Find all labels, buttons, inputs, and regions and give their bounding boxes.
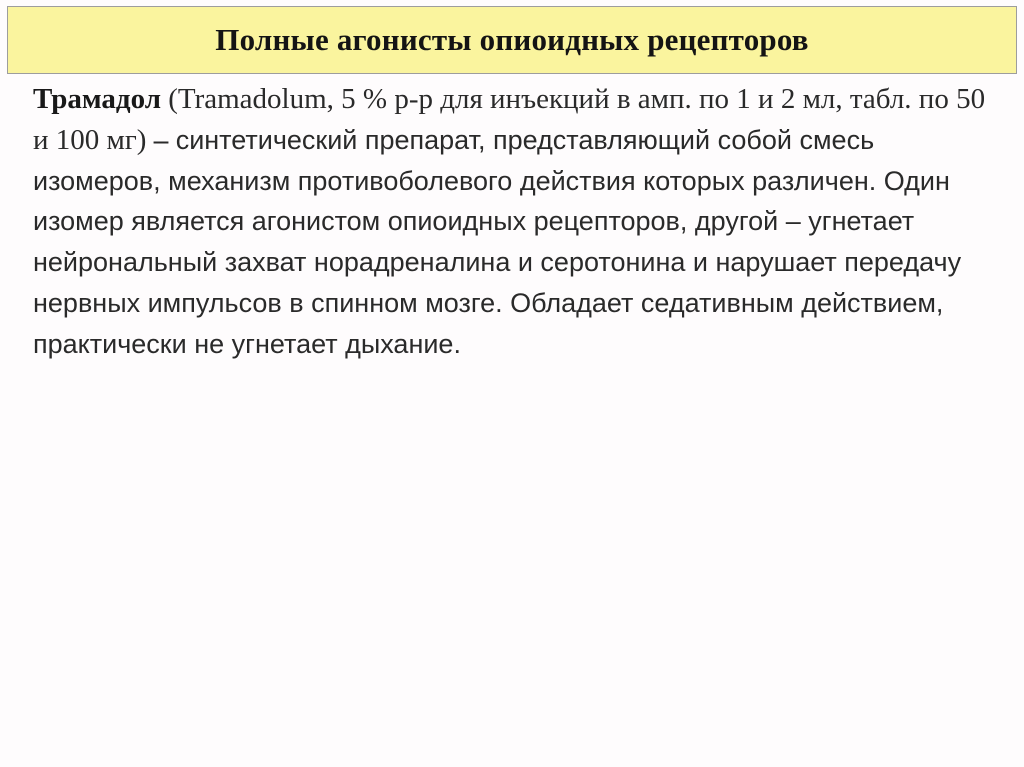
drug-description: синтетический препарат, представляющий собой смесь изомеров, механизм противоболевого действия которых различен. Один изомер является агонистом опиоидных рецепторов, другой – угнетает нейрональный захват норадреналина и серотонина и нарушает передачу нервных импульсов в спинном мозге. Обладает седативным действием, практически не угнетает дыхание. — [33, 124, 962, 359]
slide-title: Полные агонисты опиоидных рецепторов — [215, 22, 809, 57]
dash-separator: – — [153, 123, 169, 156]
drug-name: Трамадол — [33, 83, 161, 115]
title-bar — [7, 6, 1017, 74]
drug-form: (Tramadolum, 5 % р-р для инъекций в амп. по 1 и 2 мл, табл. по 50 и 100 мг) — [33, 83, 986, 156]
drug-description-paragraph — [33, 79, 998, 365]
